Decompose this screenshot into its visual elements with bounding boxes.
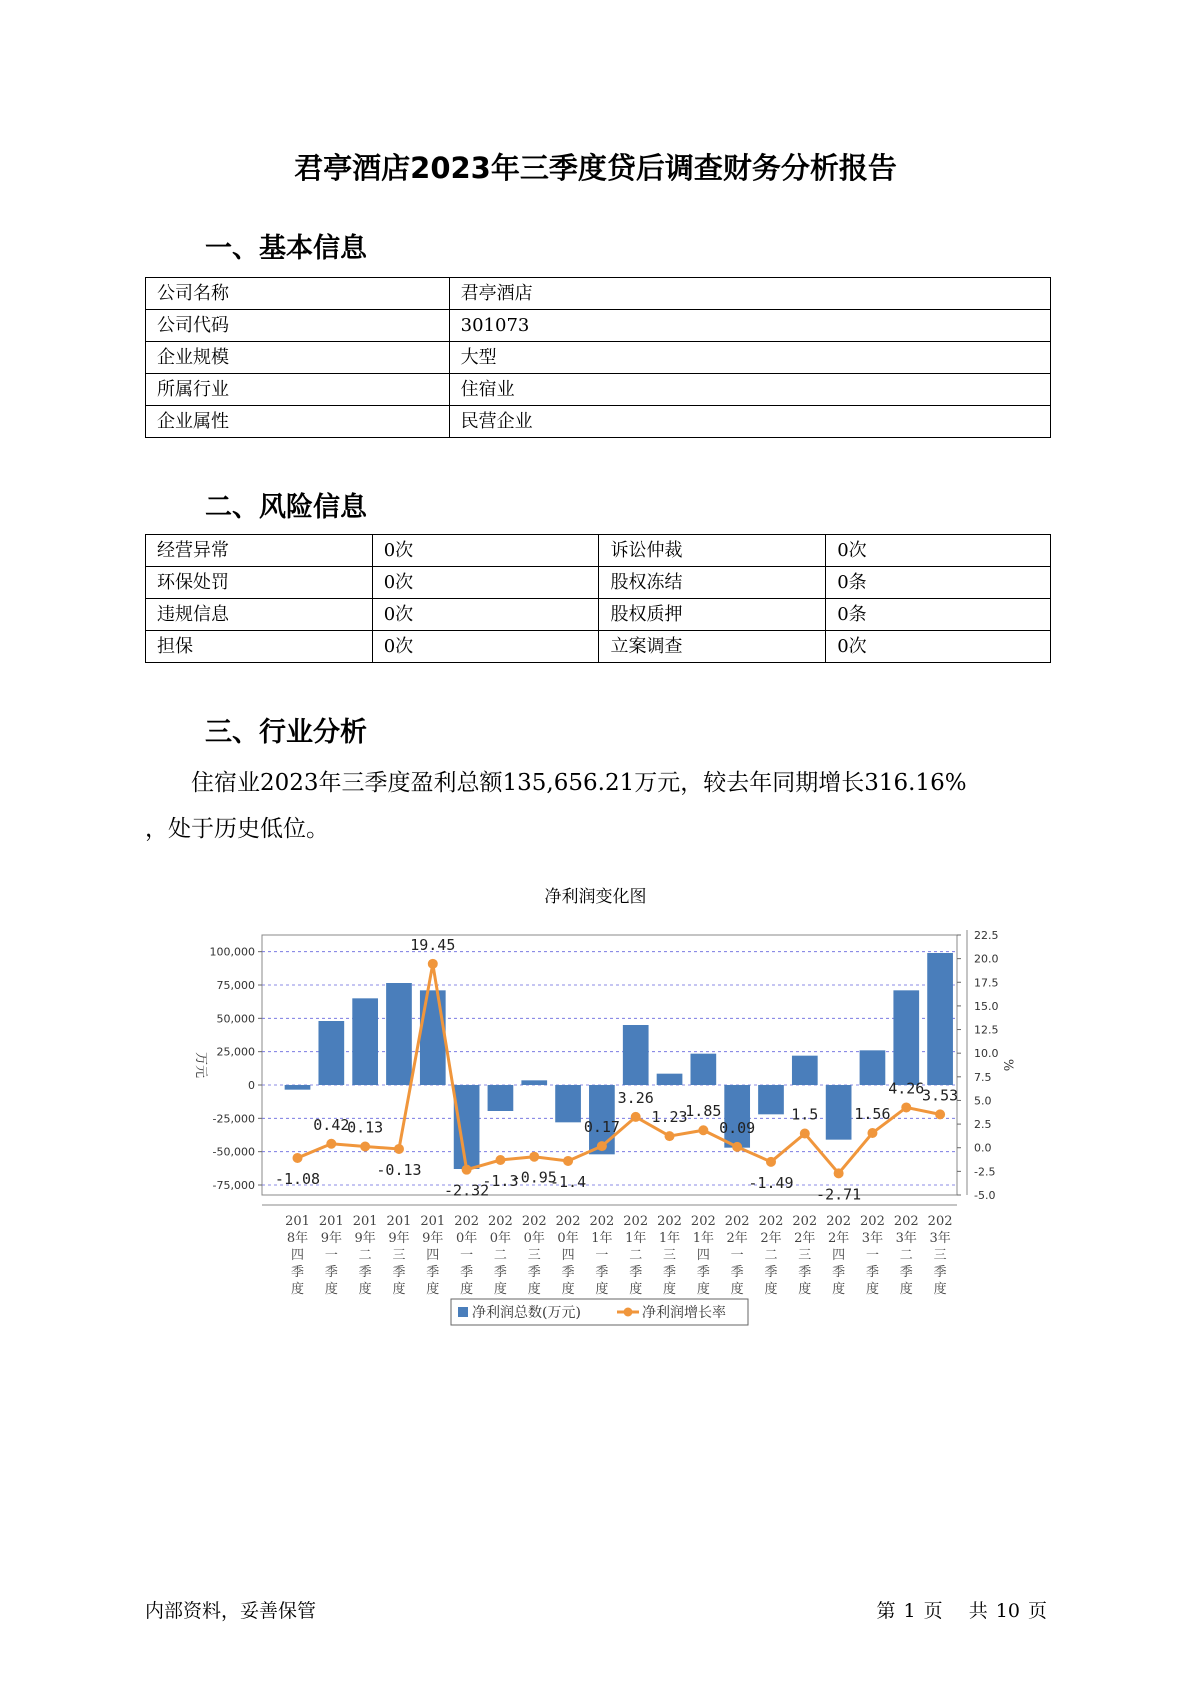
x-tick-label: 一	[324, 1248, 338, 1263]
x-tick-label: 201	[386, 1214, 412, 1229]
risk-info-value: 0条	[826, 599, 1051, 631]
bar	[285, 1085, 311, 1090]
basic-info-label: 企业规模	[146, 342, 450, 374]
x-tick-label: 8年	[286, 1231, 309, 1246]
x-tick-label: 度	[832, 1282, 846, 1297]
y-left-axis-label: 万元	[193, 1051, 208, 1079]
bar	[488, 1085, 514, 1111]
x-tick-label: 202	[555, 1214, 581, 1229]
industry-text-line1: 住宿业2023年三季度盈利总额135,656.21万元，较去年同期增长316.16%	[191, 770, 967, 796]
bar	[657, 1074, 683, 1085]
bar	[454, 1085, 480, 1169]
risk-info-value: 0次	[372, 535, 599, 567]
footer-confidential: 内部资料，妥善保管	[145, 1600, 317, 1622]
risk-info-value: 0次	[372, 567, 599, 599]
x-tick-label: 三	[798, 1248, 812, 1263]
data-label: -0.95	[511, 1168, 557, 1187]
basic-info-label: 企业属性	[146, 406, 450, 438]
risk-info-value: 0次	[826, 535, 1051, 567]
x-tick-label: 9年	[354, 1231, 376, 1246]
x-tick-label: 三	[392, 1248, 406, 1263]
bar	[521, 1080, 547, 1085]
x-tick-label: 9年	[422, 1231, 444, 1246]
y-right-tick-label: 7.5	[974, 1070, 992, 1084]
chart-title: 净利润变化图	[544, 887, 647, 907]
bar	[420, 990, 446, 1085]
x-tick-label: 一	[460, 1248, 474, 1263]
bar	[555, 1085, 581, 1122]
x-tick-label: 季	[899, 1265, 913, 1280]
x-tick-label: 度	[291, 1282, 305, 1297]
data-label: 1.85	[685, 1102, 722, 1121]
data-label: 0.13	[347, 1118, 384, 1137]
bar	[690, 1054, 716, 1085]
risk-info-value: 0次	[826, 631, 1051, 663]
y-left-tick-label: -50,000	[212, 1145, 255, 1159]
data-label: 0.09	[719, 1118, 756, 1137]
y-right-tick-label: 12.5	[974, 1023, 999, 1037]
x-tick-label: 季	[358, 1265, 372, 1280]
risk-info-label: 环保处罚	[146, 567, 373, 599]
bar	[318, 1021, 344, 1085]
risk-info-label: 股权质押	[599, 599, 826, 631]
x-tick-label: 二	[899, 1248, 913, 1263]
data-label: 3.26	[617, 1088, 654, 1107]
x-tick-label: 202	[623, 1214, 649, 1229]
x-tick-label: 202	[860, 1214, 885, 1229]
x-tick-label: 202	[657, 1214, 682, 1229]
risk-info-label: 经营异常	[146, 535, 373, 567]
y-right-axis-label: %	[1000, 1058, 1015, 1072]
x-tick-label: 201	[420, 1214, 446, 1229]
basic-info-value: 民营企业	[449, 406, 1050, 438]
x-tick-label: 1年	[658, 1231, 681, 1246]
x-tick-label: 3年	[895, 1231, 917, 1246]
y-left-tick-label: 0	[248, 1079, 255, 1092]
x-tick-label: 二	[629, 1248, 643, 1263]
x-tick-label: 9年	[320, 1231, 342, 1246]
basic-info-value: 大型	[449, 342, 1050, 374]
growth-rate-point	[867, 1128, 877, 1138]
x-tick-label: 0年	[523, 1231, 545, 1246]
data-label: 0.42	[313, 1115, 350, 1134]
growth-rate-point	[326, 1139, 336, 1149]
bar	[352, 998, 378, 1085]
x-tick-label: 季	[663, 1265, 677, 1280]
basic-info-label: 公司名称	[146, 278, 450, 310]
section-heading-risk: 二、风险信息	[205, 492, 367, 523]
industry-text-line2: ，处于历史低位。	[145, 816, 329, 842]
x-tick-label: 季	[865, 1265, 879, 1280]
growth-rate-point	[766, 1157, 776, 1167]
x-tick-label: 9年	[388, 1231, 410, 1246]
total-suffix: 页	[1027, 1600, 1047, 1622]
x-tick-label: 四	[291, 1248, 305, 1263]
data-label: -2.32	[444, 1181, 490, 1200]
basic-info-value: 住宿业	[449, 374, 1050, 406]
data-label: -1.49	[748, 1173, 794, 1192]
legend-bar-swatch	[458, 1307, 468, 1317]
bar	[826, 1085, 852, 1140]
data-label: 3.53	[922, 1086, 959, 1105]
x-tick-label: 201	[285, 1214, 310, 1229]
x-tick-label: 202	[488, 1214, 513, 1229]
y-right-tick-label: 2.5	[974, 1118, 992, 1132]
x-tick-label: 度	[460, 1282, 474, 1297]
x-tick-label: 季	[460, 1265, 474, 1280]
x-tick-label: 202	[589, 1214, 615, 1229]
x-tick-label: 2年	[794, 1231, 816, 1246]
x-tick-label: 四	[426, 1248, 440, 1263]
x-tick-label: 202	[521, 1214, 547, 1229]
x-tick-label: 度	[629, 1282, 643, 1297]
x-tick-label: 202	[826, 1214, 852, 1229]
basic-info-value: 君亭酒店	[449, 278, 1050, 310]
x-tick-label: 季	[798, 1265, 812, 1280]
x-tick-label: 三	[663, 1248, 677, 1263]
bar	[623, 1025, 649, 1085]
x-tick-label: 202	[893, 1214, 919, 1229]
y-left-tick-label: 25,000	[216, 1045, 255, 1059]
growth-rate-point	[732, 1142, 742, 1152]
growth-rate-point	[360, 1141, 370, 1151]
x-tick-label: 201	[352, 1214, 378, 1229]
legend-bar-label: 净利润总数(万元)	[472, 1305, 581, 1321]
x-tick-label: 四	[832, 1248, 846, 1263]
y-right-tick-label: 10.0	[974, 1047, 999, 1061]
y-right-tick-label: 0.0	[974, 1141, 992, 1155]
legend-line-marker	[624, 1308, 633, 1317]
legend-line-label: 净利润增长率	[642, 1305, 726, 1321]
growth-rate-point	[665, 1131, 675, 1141]
x-tick-label: 季	[696, 1265, 710, 1280]
data-label: -1.08	[274, 1169, 321, 1188]
x-tick-label: 度	[493, 1282, 507, 1297]
x-tick-label: 202	[690, 1214, 716, 1229]
bar	[792, 1056, 818, 1085]
bar	[386, 983, 412, 1085]
x-tick-label: 二	[358, 1248, 372, 1263]
growth-rate-point	[462, 1165, 472, 1175]
x-tick-label: 季	[426, 1265, 440, 1280]
growth-rate-point	[597, 1141, 607, 1151]
x-tick-label: 3年	[929, 1231, 951, 1246]
x-tick-label: 一	[595, 1248, 609, 1263]
data-label: 0.17	[583, 1118, 620, 1137]
y-right-tick-label: 22.5	[974, 929, 999, 942]
growth-rate-point	[529, 1152, 539, 1162]
x-tick-label: 1年	[692, 1231, 714, 1246]
growth-rate-point	[800, 1129, 810, 1139]
section-heading-industry: 三、行业分析	[205, 717, 367, 748]
x-tick-label: 0年	[489, 1231, 512, 1246]
risk-info-label: 担保	[146, 631, 373, 663]
x-tick-label: 3年	[861, 1231, 884, 1246]
growth-rate-point	[698, 1125, 708, 1135]
report-title: 君亭酒店2023年三季度贷后调查财务分析报告	[294, 151, 897, 185]
x-tick-label: 202	[724, 1214, 750, 1229]
data-label: -0.13	[376, 1160, 422, 1179]
bar	[893, 990, 919, 1085]
x-tick-label: 202	[758, 1214, 784, 1229]
x-tick-label: 202	[454, 1214, 480, 1229]
y-left-tick-label: 100,000	[209, 945, 255, 959]
x-tick-label: 三	[933, 1248, 947, 1263]
x-tick-label: 季	[493, 1265, 507, 1280]
x-tick-label: 季	[595, 1265, 609, 1280]
y-right-tick-label: 5.0	[974, 1094, 992, 1108]
x-tick-label: 度	[899, 1282, 913, 1297]
y-left-tick-label: 75,000	[216, 979, 255, 992]
growth-rate-point	[394, 1144, 404, 1154]
risk-info-value: 0条	[826, 567, 1051, 599]
bar	[927, 953, 953, 1085]
x-tick-label: 季	[324, 1265, 338, 1280]
x-tick-label: 度	[696, 1282, 710, 1297]
risk-info-label: 股权冻结	[599, 567, 826, 599]
risk-info-value: 0次	[372, 631, 599, 663]
x-tick-label: 2年	[726, 1231, 748, 1246]
risk-info-label: 违规信息	[146, 599, 373, 631]
y-right-tick-label: -2.5	[974, 1165, 996, 1179]
data-label: 1.23	[651, 1108, 688, 1127]
y-right-tick-label: -5.0	[974, 1189, 996, 1202]
x-tick-label: 季	[832, 1265, 846, 1280]
total-pages: 10	[995, 1600, 1020, 1622]
y-right-tick-label: 17.5	[974, 976, 999, 990]
data-label: 4.26	[888, 1079, 925, 1098]
x-tick-label: 202	[927, 1214, 953, 1229]
x-tick-label: 1年	[625, 1231, 647, 1246]
x-tick-label: 四	[561, 1248, 575, 1263]
x-tick-label: 度	[865, 1282, 879, 1297]
x-tick-label: 二	[493, 1248, 507, 1263]
x-tick-label: 季	[392, 1265, 406, 1280]
x-tick-label: 度	[663, 1282, 677, 1297]
x-tick-label: 度	[392, 1282, 406, 1297]
x-tick-label: 0年	[557, 1231, 579, 1246]
x-tick-label: 度	[730, 1282, 744, 1297]
risk-info-label: 诉讼仲裁	[599, 535, 826, 567]
basic-info-value: 301073	[449, 310, 1050, 342]
x-tick-label: 一	[730, 1248, 744, 1263]
x-tick-label: 季	[629, 1265, 643, 1280]
x-tick-label: 一	[865, 1248, 879, 1263]
x-tick-label: 2年	[827, 1231, 850, 1246]
growth-rate-point	[834, 1168, 844, 1178]
y-left-tick-label: -25,000	[212, 1112, 255, 1126]
data-label: 19.45	[410, 935, 456, 954]
y-left-tick-label: 50,000	[216, 1012, 255, 1026]
x-tick-label: 201	[318, 1214, 344, 1229]
x-tick-label: 1年	[591, 1231, 613, 1246]
x-tick-label: 0年	[455, 1231, 478, 1246]
data-label: -1.3	[482, 1172, 519, 1191]
basic-info-label: 所属行业	[146, 374, 450, 406]
section-heading-basic: 一、基本信息	[205, 233, 367, 264]
bar	[758, 1085, 784, 1114]
total-prefix: 共	[968, 1600, 988, 1622]
basic-info-label: 公司代码	[146, 310, 450, 342]
risk-info-value: 0次	[372, 599, 599, 631]
data-label: 1.56	[854, 1104, 891, 1123]
x-tick-label: 季	[527, 1265, 541, 1280]
x-tick-label: 度	[358, 1282, 372, 1297]
y-left-tick-label: -75,000	[212, 1179, 255, 1192]
x-tick-label: 度	[595, 1282, 609, 1297]
bar	[860, 1050, 886, 1085]
x-tick-label: 度	[798, 1282, 812, 1297]
bar	[724, 1085, 750, 1148]
x-tick-label: 二	[764, 1248, 778, 1263]
x-tick-label: 度	[426, 1282, 440, 1297]
y-right-tick-label: 15.0	[974, 999, 999, 1013]
risk-info-label: 立案调查	[599, 631, 826, 663]
growth-rate-point	[935, 1109, 945, 1119]
x-tick-label: 季	[561, 1265, 575, 1280]
growth-rate-point	[901, 1102, 911, 1112]
data-label: 1.5	[791, 1105, 819, 1124]
growth-rate-point	[428, 959, 438, 969]
x-tick-label: 202	[792, 1214, 818, 1229]
data-label: -2.71	[816, 1185, 862, 1204]
page-number: 1	[903, 1600, 916, 1622]
data-label: -1.4	[550, 1172, 587, 1191]
x-tick-label: 2年	[760, 1231, 782, 1246]
page-prefix: 第	[876, 1600, 896, 1622]
footer-page-info	[873, 1596, 1051, 1623]
x-tick-label: 四	[696, 1248, 710, 1263]
x-tick-label: 度	[527, 1282, 541, 1297]
x-tick-label: 度	[933, 1282, 947, 1297]
x-tick-label: 度	[561, 1282, 575, 1297]
growth-rate-point	[495, 1155, 505, 1165]
growth-rate-point	[293, 1153, 303, 1163]
x-tick-label: 季	[933, 1265, 947, 1280]
x-tick-label: 季	[291, 1265, 305, 1280]
x-tick-label: 三	[527, 1248, 541, 1263]
x-tick-label: 度	[324, 1282, 338, 1297]
growth-rate-point	[631, 1112, 641, 1122]
x-tick-label: 季	[730, 1265, 744, 1280]
x-tick-label: 季	[764, 1265, 778, 1280]
x-tick-label: 度	[764, 1282, 778, 1297]
y-right-tick-label: 20.0	[974, 952, 999, 966]
page-suffix: 页	[923, 1600, 943, 1622]
growth-rate-point	[563, 1156, 573, 1166]
